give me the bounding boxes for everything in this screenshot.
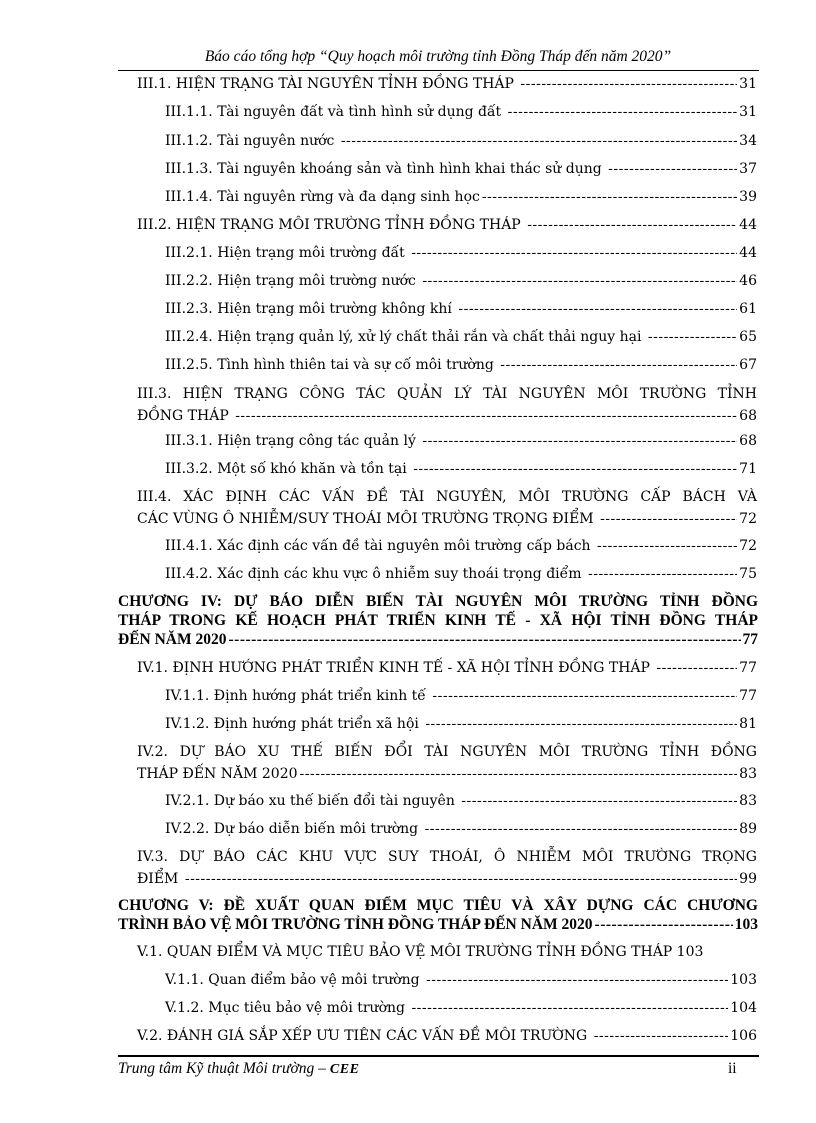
- toc-page-number: 72: [739, 538, 757, 554]
- leader-dots: [482, 186, 737, 208]
- toc-entry-iii-4-2[interactable]: [165, 563, 757, 585]
- toc-entry-text: TRÌNH BẢO VỆ MÔI TRƯỜNG TỈNH ĐỒNG THÁP ĐẾN NĂM 2020: [118, 916, 593, 933]
- toc-entry-text: III.4.2. Xác định các khu vực ô nhiễm suy thoái trọng điểm: [165, 566, 586, 582]
- toc-entry-text: III.4.1. Xác định các vấn đề tài nguyên môi trường cấp bách: [165, 538, 596, 554]
- toc-entry-text: III.3.1. Hiện trạng công tác quản lý: [165, 433, 421, 449]
- toc-entry-iv-1[interactable]: [137, 657, 757, 679]
- running-footer: [118, 1060, 359, 1078]
- toc-entry-text: III.3.2. Một số khó khăn và tồn tại: [165, 461, 412, 477]
- toc-page-number: 103: [676, 944, 704, 960]
- leader-dots: [422, 270, 737, 292]
- page-number: ii: [728, 1060, 737, 1077]
- leader-dots: [300, 763, 738, 785]
- toc-entry-text: III.2.2. Hiện trạng môi trường nước: [165, 273, 421, 289]
- leader-dots: [425, 713, 737, 735]
- toc-page-number: 104: [730, 1000, 757, 1016]
- leader-dots: [341, 130, 737, 152]
- toc-entry-text: V.1.2. Mục tiêu bảo vệ môi trường: [165, 1000, 410, 1016]
- toc-entry-iv-3[interactable]: [137, 846, 757, 890]
- toc-entry-text: III.1.2. Tài nguyên nước: [165, 133, 339, 149]
- toc-entry-text: IV.1.2. Định hướng phát triển xã hội: [165, 716, 424, 732]
- toc-page-number: 75: [739, 566, 757, 582]
- toc-entry-iii-1-3[interactable]: [165, 158, 757, 180]
- toc-entry-text: IV.1.1. Định hướng phát triển kinh tế: [165, 688, 431, 704]
- toc-entry-text: V.1. QUAN ĐIỂM VÀ MỤC TIÊU BẢO VỆ MÔI TRƯỜNG TỈNH ĐỒNG THÁP: [137, 944, 677, 960]
- toc-page-number: 31: [739, 104, 757, 120]
- leader-dots: [588, 563, 737, 585]
- toc-page-number: 77: [739, 660, 757, 676]
- toc-entry-iii-1[interactable]: [137, 73, 757, 95]
- toc-entry-text: III.1.4. Tài nguyên rừng và đa dạng sinh học: [165, 189, 480, 205]
- toc-entry-iii-1-1[interactable]: [165, 101, 757, 123]
- leader-dots: [608, 158, 737, 180]
- leader-dots: [520, 73, 737, 95]
- toc-page-number: 81: [739, 716, 757, 732]
- toc-entry-iv-2-2[interactable]: [165, 818, 757, 840]
- toc-entry-iv-2-1[interactable]: [165, 790, 757, 812]
- leader-dots: [527, 214, 737, 236]
- toc-entry-text: III.1.3. Tài nguyên khoáng sản và tình hình khai thác sử dụng: [165, 161, 607, 177]
- toc-page-number: 83: [739, 793, 757, 809]
- toc-entry-text: III.1. HIỆN TRẠNG TÀI NGUYÊN TỈNH ĐỒNG THÁP: [137, 76, 519, 92]
- toc-page-number: 77: [739, 688, 757, 704]
- leader-dots: [597, 535, 737, 557]
- toc-chapter-iv[interactable]: [118, 592, 758, 649]
- toc-entry-iii-4-1[interactable]: [165, 535, 757, 557]
- toc-page-number: 83: [739, 766, 757, 782]
- toc-entry-iii-1-4[interactable]: [165, 186, 757, 208]
- leader-dots: [600, 508, 737, 530]
- leader-dots: [422, 430, 737, 452]
- toc-entry-iii-3-1[interactable]: [165, 430, 757, 452]
- toc-page-number: 68: [739, 408, 757, 424]
- leader-dots: [411, 242, 737, 264]
- toc-page-number: 39: [739, 189, 757, 205]
- toc-page-number: 44: [739, 245, 757, 261]
- toc-entry-iii-1-2[interactable]: [165, 130, 757, 152]
- toc-page-number: 31: [739, 76, 757, 92]
- header-rule: [118, 70, 759, 71]
- leader-dots: [458, 298, 737, 320]
- toc-entry-text: III.2.5. Tình hình thiên tai và sự cố môi trường: [165, 357, 499, 373]
- toc-entry-iv-2[interactable]: [137, 741, 757, 785]
- toc-entry-text: V.2. ĐÁNH GIÁ SẮP XẾP ƯU TIÊN CÁC VẤN ĐỀ MÔI TRƯỜNG: [137, 1028, 592, 1044]
- leader-dots: [425, 818, 738, 840]
- toc-entry-iii-2-5[interactable]: [165, 354, 757, 376]
- toc-entry-text-line1: IV.2. DỰ BÁO XU THẾ BIẾN ĐỔI TÀI NGUYÊN MÔI TRƯỜNG TỈNH ĐỒNG: [137, 744, 757, 760]
- toc-entry-text-line2: THÁP TRONG KẾ HOẠCH PHÁT TRIỂN KINH TẾ - XÃ HỘI TỈNH ĐỒNG THÁP: [118, 612, 758, 629]
- cee-logo: CEE: [329, 1062, 360, 1077]
- leader-dots: [432, 685, 737, 707]
- leader-dots: [500, 354, 737, 376]
- footer-text: Trung tâm Kỹ thuật Môi trường –: [118, 1060, 326, 1077]
- leader-dots: [656, 657, 737, 679]
- toc-page-number: 103: [730, 972, 757, 988]
- toc-page-number: 67: [739, 357, 757, 373]
- toc-entry-text-line1: CHƯƠNG IV: DỰ BÁO DIỄN BIẾN TÀI NGUYÊN MÔI TRƯỜNG TỈNH ĐỒNG: [118, 593, 758, 610]
- toc-entry-iii-3-2[interactable]: [165, 458, 757, 480]
- toc-entry-text: IV.1. ĐỊNH HƯỚNG PHÁT TRIỂN KINH TẾ - XÃ HỘI TỈNH ĐỒNG THÁP: [137, 660, 655, 676]
- toc-entry-text: ĐỒNG THÁP: [137, 408, 234, 424]
- toc-entry-text-line1: III.3. HIỆN TRẠNG CÔNG TÁC QUẢN LÝ TÀI NGUYÊN MÔI TRƯỜNG TỈNH: [137, 386, 757, 402]
- toc-entry-iii-3[interactable]: [137, 383, 757, 427]
- toc-entry-iii-2-4[interactable]: [165, 326, 757, 348]
- toc-entry-text: THÁP ĐẾN NĂM 2020: [137, 766, 298, 782]
- leader-dots: [461, 790, 737, 812]
- footer-rule: [118, 1055, 759, 1057]
- toc-page-number: 65: [739, 329, 757, 345]
- toc-page-number: 72: [739, 511, 757, 527]
- toc-entry-text: IV.2.1. Dự báo xu thế biến đổi tài nguyên: [165, 793, 460, 809]
- toc-entry-text-line1: IV.3. DỰ BÁO CÁC KHU VỰC SUY THOÁI, Ô NHIỄM MÔI TRƯỜNG TRỌNG: [137, 849, 757, 865]
- toc-page-number: 68: [739, 433, 757, 449]
- toc-entry-text: III.2. HIỆN TRẠNG MÔI TRƯỜNG TỈNH ĐỒNG THÁP: [137, 217, 526, 233]
- leader-dots: [185, 868, 737, 890]
- toc-page-number: 46: [739, 273, 757, 289]
- leader-dots: [411, 997, 728, 1019]
- toc-page-number: 77: [742, 631, 758, 648]
- toc-page-number: 103: [734, 916, 758, 933]
- leader-dots: [413, 458, 737, 480]
- toc-entry-iii-2-2[interactable]: [165, 270, 757, 292]
- toc-page-number: 99: [739, 871, 757, 887]
- toc-page-number: 71: [739, 461, 757, 477]
- toc-entry-iv-1-1[interactable]: [165, 685, 757, 707]
- toc-entry-text: IV.2.2. Dự báo diễn biến môi trường: [165, 821, 423, 837]
- running-header: Báo cáo tổng hợp “Quy hoạch môi trường tỉnh Đồng Tháp đến năm 2020”: [204, 48, 672, 65]
- toc-entry-text: III.2.4. Hiện trạng quản lý, xử lý chất thải rắn và chất thải nguy hại: [165, 329, 646, 345]
- toc-entry-text: III.2.1. Hiện trạng môi trường đất: [165, 245, 410, 261]
- leader-dots: [508, 101, 738, 123]
- toc-entry-v-2[interactable]: [137, 1025, 757, 1047]
- toc-entry-iii-2[interactable]: [137, 214, 757, 236]
- toc-entry-iii-2-1[interactable]: [165, 242, 757, 264]
- toc-entry-text: ĐẾN NĂM 2020: [118, 631, 227, 648]
- leader-dots: [648, 326, 737, 348]
- toc-entry-text: III.1.1. Tài nguyên đất và tình hình sử dụng đất: [165, 104, 506, 120]
- toc-entry-iii-4[interactable]: [137, 486, 757, 530]
- leader-dots: [426, 969, 728, 991]
- toc-page-number: 37: [739, 161, 757, 177]
- leader-dots: [594, 1025, 729, 1047]
- toc-entry-text: V.1.1. Quan điểm bảo vệ môi trường: [165, 972, 425, 988]
- toc-entry-v-1[interactable]: [137, 941, 757, 963]
- leader-dots: [229, 630, 741, 649]
- toc-entry-iii-2-3[interactable]: [165, 298, 757, 320]
- toc-page-number: 61: [739, 301, 757, 317]
- leader-dots: [595, 915, 733, 934]
- toc-page-number: 89: [739, 821, 757, 837]
- toc-page-number: 106: [730, 1028, 757, 1044]
- toc-entry-text: III.2.3. Hiện trạng môi trường không khí: [165, 301, 457, 317]
- toc-entry-text-line1: CHƯƠNG V: ĐỀ XUẤT QUAN ĐIỂM MỤC TIÊU VÀ XÂY DỰNG CÁC CHƯƠNG: [118, 897, 758, 914]
- toc-chapter-v[interactable]: [118, 896, 758, 934]
- toc-page-number: 44: [739, 217, 757, 233]
- toc-entry-v-1-2[interactable]: [165, 997, 757, 1019]
- toc-entry-text: CÁC VÙNG Ô NHIỄM/SUY THOÁI MÔI TRƯỜNG TRỌNG ĐIỂM: [137, 511, 599, 527]
- toc-entry-text-line1: III.4. XÁC ĐỊNH CÁC VẤN ĐỀ TÀI NGUYÊN, MÔI TRƯỜNG CẤP BÁCH VÀ: [137, 489, 757, 505]
- leader-dots: [235, 405, 737, 427]
- toc-entry-v-1-1[interactable]: [165, 969, 757, 991]
- toc-entry-iv-1-2[interactable]: [165, 713, 757, 735]
- toc-entry-text: ĐIỂM: [137, 871, 183, 887]
- toc-page-number: 34: [739, 133, 757, 149]
